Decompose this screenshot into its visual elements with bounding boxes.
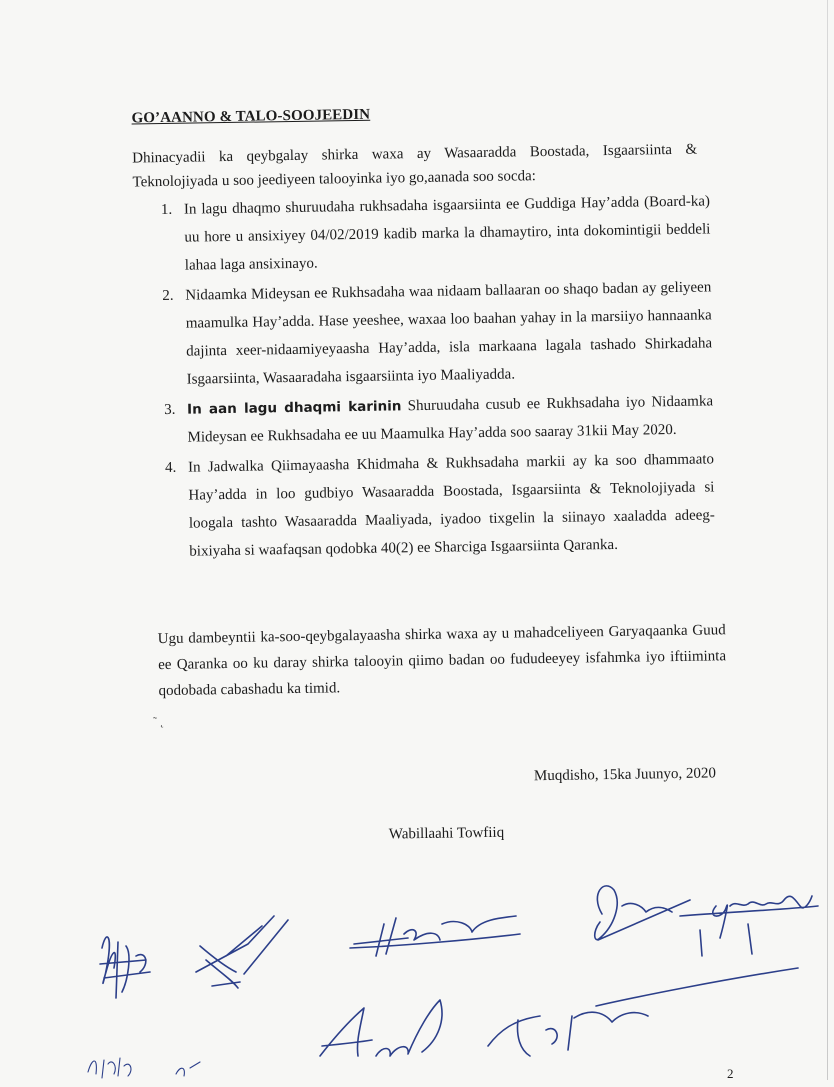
list-item-number: 3. bbox=[164, 401, 176, 419]
list-item bbox=[157, 187, 711, 280]
signature-4 bbox=[595, 886, 690, 940]
list-item-number: 2. bbox=[162, 287, 174, 305]
list-item-text: Nidaamka Mideysan ee Rukhsadaha waa nidaam ballaaran oo shaqo badan ay geliyeen maamulka Hay’adda. Hase yeeshee, waxaa loo baahan yahay in la marsiiyo hannaanka dajinta xeer-nidaamiyeyaasha Hay’adda, isla markaana lagala tashado Shirkadaha Isgaarsiinta, Wasaaradaha isgaarsiinta iyo Maaliyadda. bbox=[185, 279, 713, 388]
signature-5 bbox=[680, 896, 818, 956]
signer-name: Wabillaahi Towfiiq bbox=[388, 824, 505, 843]
closing-paragraph: Ugu dambeyntii ka-soo-qeybgalayaasha shirka waxa ay u mahadceliyeen Garyaqaanka Guud ee Qaranka oo ku daray shirka talooyin qiimo badan oo fududeeyey isfahmka iyo iftiiminta qodobada cabashadu ka timid. bbox=[157, 622, 727, 700]
signature-1 bbox=[100, 937, 150, 998]
signature-8 bbox=[88, 1058, 131, 1078]
list-item-number: 1. bbox=[160, 201, 173, 219]
list-item-number: 4. bbox=[164, 459, 177, 477]
page-number: 2 bbox=[727, 1066, 734, 1081]
signature-3 bbox=[350, 916, 520, 956]
signature-9 bbox=[176, 1062, 200, 1076]
section-heading: GO’AANNO & TALO-SOOJEEDIN bbox=[131, 106, 371, 127]
list-item-text: Shuruudaha cusub ee Rukhsadaha iyo Nidaamka Mideysan ee Rukhsadaha ee uu Maamulka Hay’adda soo saaray 31kii May 2020. bbox=[187, 393, 714, 446]
list-item bbox=[160, 387, 714, 452]
list-item-bold-lead: In aan lagu dhaqmi karinin bbox=[186, 398, 402, 418]
list-item bbox=[161, 445, 716, 566]
stray-marks: ˜ ˛ bbox=[152, 714, 165, 729]
place-and-date: Muqdisho, 15ka Juunyo, 2020 bbox=[533, 765, 717, 785]
intro-paragraph: Dhinacyadii ka qeybgalay shirka waxa ay Wasaaradda Boostada, Isgaarsiinta & Teknolojiyada u soo jeediyeen talooyinka iyo go,aanada soo socda: bbox=[132, 141, 698, 191]
signature-6 bbox=[320, 1000, 442, 1056]
list-item-text: In Jadwalka Qiimayaasha Khidmaha & Rukhsadaha markii ay ka soo dhammaato Hay’adda in loo gudbiyo Wasaaradda Boostada, Isgaarsiinta & Teknolojiyada si loogala tashto Wasaaradda Maaliyada, iyadoo tixgelin la siinayo xaaladda adeeg-bixiyaha si waafaqsan qodobka 40(2) ee Sharciga Isgaarsiinta Qaranka. bbox=[187, 451, 715, 560]
list-item bbox=[158, 273, 713, 394]
signatures-area bbox=[0, 860, 834, 1080]
signature-2 bbox=[196, 916, 288, 988]
resolution-list bbox=[157, 187, 716, 568]
list-item-text: In lagu dhaqmo shuruudaha rukhsadaha isgaarsiinta ee Guddiga Hay’adda (Board-ka) uu hore u ansixiyey 04/02/2019 kadib marka la dhamaytiro, inta dokomintigii beddeli lahaa laga ansixinayo. bbox=[183, 193, 711, 274]
signature-7 bbox=[488, 968, 798, 1056]
